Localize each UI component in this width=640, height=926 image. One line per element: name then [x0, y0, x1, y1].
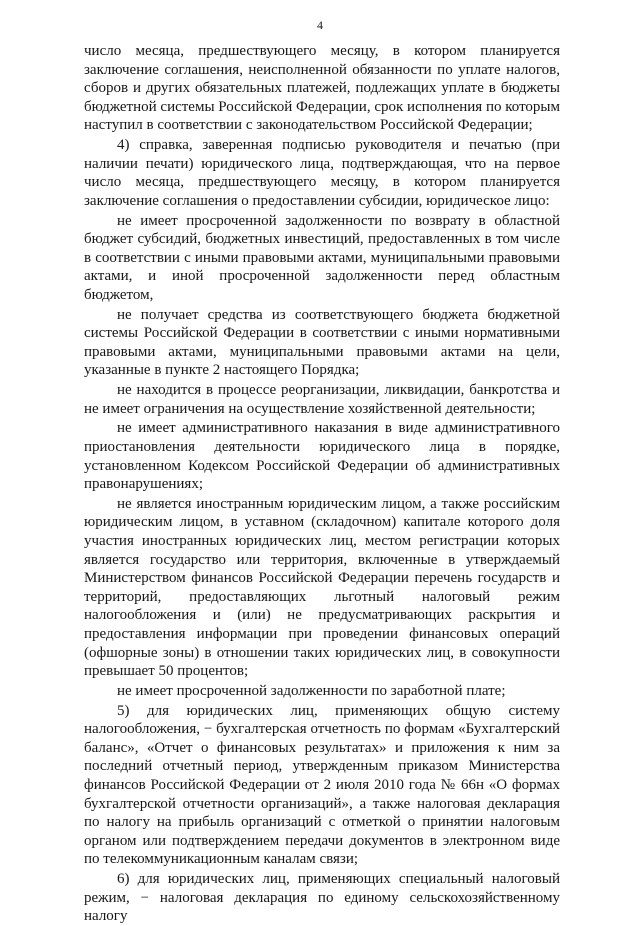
paragraph-no-other-funds: не получает средства из соответствующего бюджета бюджетной системы Российской Федерации в соответствии с иными нормативными правовыми актами, муниципальными правовыми актами на цели, указанные в пункте 2 настоящего Порядка; [84, 306, 560, 379]
paragraph-item-6: 6) для юридических лиц, применяющих специальный налоговый режим, − налоговая декларация по единому сельскохозяйственному налогу [84, 870, 560, 925]
page-number: 4 [317, 18, 323, 32]
paragraph-continuation: число месяца, предшествующего месяцу, в котором планируется заключение соглашения, неисполненной обязанности по уплате налогов, сборов и других обязательных платежей, подлежащих уплате в бюджеты бюджетной системы Российской Федерации, срок исполнения по которым наступил в соответствии с законодательством Российской Федерации; [84, 43, 560, 134]
document-body [84, 42, 560, 926]
paragraph-no-overdue-debt: не имеет просроченной задолженности по возврату в областной бюджет субсидий, бюджетных инвестиций, предоставленных в том числе в соответствии с иными правовыми актами, муниципальными правовыми актами, и иной просроченной задолженности перед областным бюджетом, [84, 212, 560, 303]
paragraph-no-admin-penalty: не имеет административного наказания в виде административного приостановления деятельности юридического лица в порядке, установленном Кодексом Российской Федерации об административных правонарушениях; [84, 420, 560, 493]
paragraph-item-5: 5) для юридических лиц, применяющих общую систему налогообложения, − бухгалтерская отчетность по формам «Бухгалтерский баланс», «Отчет о финансовых результатах» и приложения к ним за последний отчетный период, утвержденным приказом Министерства финансов Российской Федерации от 2 июля 2010 года № 66н «О формах бухгалтерской отчетности организаций», а также налоговая декларация по налогу на прибыль организаций с отметкой о принятии налоговым органом или подтверждением передачи документов в электронном виде по телекоммуникационным каналам связи; [84, 702, 560, 868]
paragraph-no-reorganization: не находится в процессе реорганизации, ликвидации, банкротства и не имеет ограничения на осуществление хозяйственной деятельности; [84, 382, 560, 417]
paragraph-no-wage-debt: не имеет просроченной задолженности по заработной плате; [117, 682, 506, 699]
paragraph-not-foreign-entity: не является иностранным юридическим лицом, а также российским юридическим лицом, в уставном (складочном) капитале которого доля участия иностранных юридических лиц, местом регистрации которых является государство или территория, включенные в утверждаемый Министерством финансов Российской Федерации перечень государств и территорий, предоставляющих льготный налоговый режим налогообложения и (или) не предусматривающих раскрытия и предоставления информации при проведении финансовых операций (офшорные зоны) в отношении таких юридических лиц, в совокупности превышает 50 процентов; [84, 495, 560, 680]
paragraph-item-4: 4) справка, заверенная подписью руководителя и печатью (при наличии печати) юридического лица, подтверждающая, что на первое число месяца, предшествующего месяцу, в котором планируется заключение соглашения о предоставлении субсидии, юридическое лицо: [84, 137, 560, 209]
